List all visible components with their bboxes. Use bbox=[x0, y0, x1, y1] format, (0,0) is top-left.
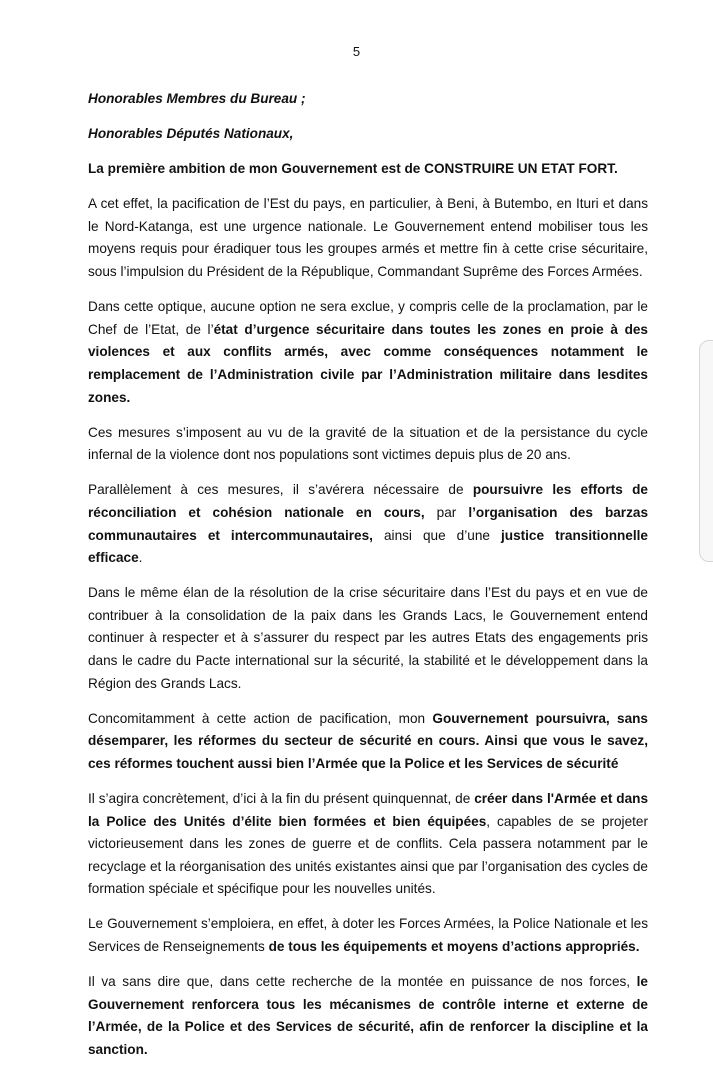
paragraph bbox=[88, 422, 648, 467]
page-edge-tab bbox=[699, 340, 713, 562]
bold-text: justice transitionnelle efficace bbox=[88, 527, 648, 566]
body-text: . bbox=[138, 550, 143, 566]
paragraph-list bbox=[88, 158, 648, 1061]
bold-text: La première ambition de mon Gouvernement est de CONSTRUIRE UN ETAT FORT. bbox=[88, 161, 618, 177]
body-text: , capables de se projeter victorieusement dans les zones de guerre et de conflits. Cela passera notamment par le recyclage et la réorganisation des unités existantes ainsi que par l’organisation des cycles de formation spéciale et spécifique pour les nouvelles unités. bbox=[88, 813, 648, 897]
bold-text: créer dans l'Armée et dans la Police des Unités d’élite bien formées et bien équipées bbox=[88, 790, 649, 829]
body-text: Dans cette optique, aucune option ne sera exclue, y compris celle de la proclamation, par le Chef de l’Etat, de l’ bbox=[88, 299, 648, 337]
paragraph bbox=[88, 479, 648, 569]
body-text: Parallèlement à ces mesures, il s’avérera nécessaire de bbox=[88, 482, 473, 498]
body-text: Il va sans dire que, dans cette recherche de la montée en puissance de nos forces, bbox=[88, 974, 637, 990]
paragraph bbox=[88, 788, 648, 901]
bold-text: Gouvernement poursuivra, sans désemparer, les réformes du secteur de sécurité en cours. Ainsi que vous le savez, ces réformes touchent aussi bien l’Armée que la Police et les Services de sécurité bbox=[88, 710, 648, 771]
document-body bbox=[88, 88, 648, 1074]
page-number: 5 bbox=[352, 44, 361, 59]
body-text: A cet effet, la pacification de l’Est du pays, en particulier, à Beni, à Butembo, en Ituri et dans le Nord-Katanga, est une urgence nationale. Le Gouvernement entend mobiliser tous les moyens requis pour éradiquer tous les groupes armés et mettre fin à cette crise sécuritaire, sous l’impulsion du Président de la République, Commandant Suprême des Forces Armées. bbox=[88, 196, 648, 280]
body-text: Dans le même élan de la résolution de la crise sécuritaire dans l’Est du pays et en vue de contribuer à la consolidation de la paix dans les Grands Lacs, le Gouvernement entend continuer à respecter et à s’assurer du respect par les autres Etats des engagements pris dans le cadre du Pacte international sur la sécurité, la stabilité et le développement dans la Région des Grands Lacs. bbox=[88, 585, 648, 691]
body-text: Il s’agira concrètement, d’ici à la fin du présent quinquennat, de bbox=[88, 790, 475, 806]
body-text: ainsi que d’une bbox=[372, 527, 501, 543]
paragraph bbox=[88, 913, 648, 958]
bold-text: état d’urgence sécuritaire dans toutes les zones en proie à des violences et aux conflits armés, avec comme conséquences notamment le remplacement de l’Administration civile par l’Administration militaire dans lesdites zones. bbox=[88, 321, 648, 405]
paragraph bbox=[88, 708, 648, 776]
body-text: par bbox=[424, 504, 469, 520]
bold-text: poursuivre les efforts de réconciliation et cohésion nationale en cours, bbox=[88, 482, 648, 520]
body-text: Concomitamment à cette action de pacification, mon bbox=[88, 710, 433, 726]
paragraph bbox=[88, 193, 648, 283]
bold-text: l’organisation des barzas communautaires et intercommunautaires, bbox=[88, 504, 649, 543]
paragraph bbox=[88, 582, 648, 695]
paragraph bbox=[88, 971, 648, 1061]
bold-text: le Gouvernement renforcera tous les mécanismes de contrôle interne et externe de l’Armée, de la Police et des Services de sécurité, afin de renforcer la discipline et la sanction. bbox=[88, 974, 648, 1057]
paragraph bbox=[88, 158, 648, 181]
salutation-bureau: Honorables Membres du Bureau ; bbox=[88, 91, 306, 106]
body-text: Ces mesures s’imposent au vu de la gravité de la situation et de la persistance du cycle infernal de la violence dont nos populations sont victimes depuis plus de 20 ans. bbox=[88, 424, 648, 463]
bold-text: de tous les équipements et moyens d’actions appropriés. bbox=[268, 939, 640, 954]
body-text: Le Gouvernement s’emploiera, en effet, à doter les Forces Armées, la Police Nationale et les Services de Renseignements bbox=[88, 916, 648, 954]
salutation-deputes: Honorables Députés Nationaux, bbox=[88, 126, 294, 142]
paragraph bbox=[88, 296, 648, 409]
